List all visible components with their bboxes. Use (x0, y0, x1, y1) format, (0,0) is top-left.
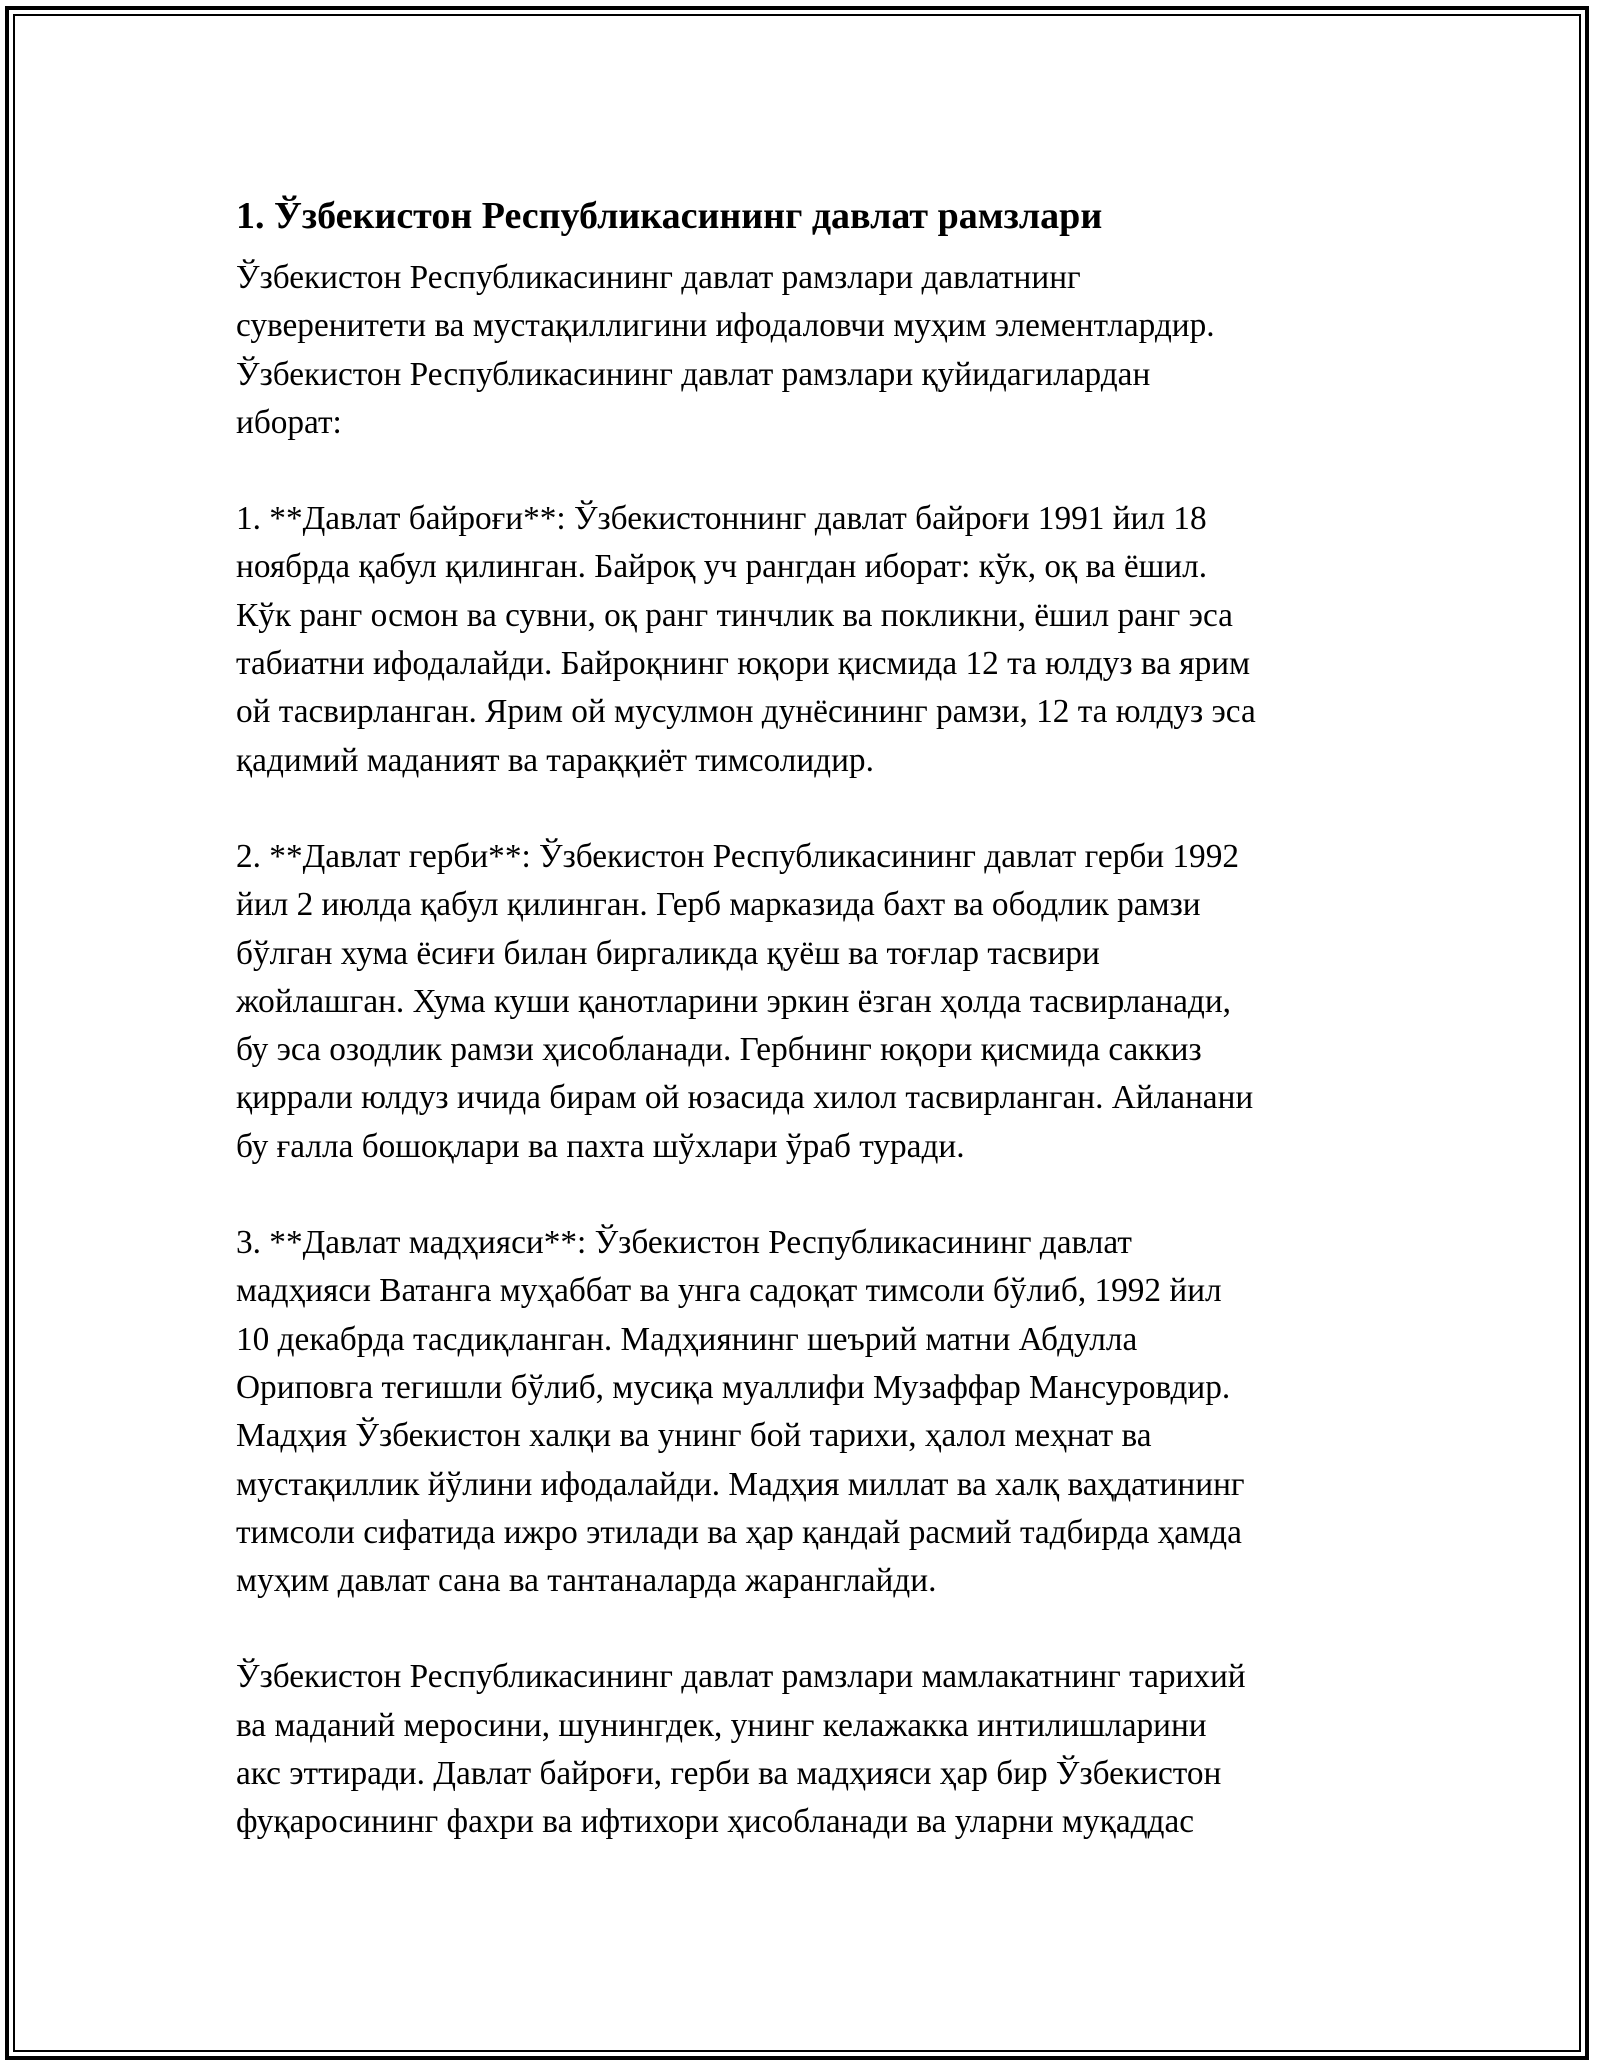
paragraph-intro: Ўзбекистон Республикасининг давлат рамзлари давлатнинг суверенитети ва мустақиллигини ифодаловчи муҳим элементлардир. Ўзбекистон Республикасининг давлат рамзлари қуйидагилардан иборат: (236, 259, 1215, 441)
section-heading: 1. Ўзбекистон Республикасининг давлат рамзлари (236, 195, 1103, 237)
paragraph-flag: 1. **Давлат байроғи**: Ўзбекистоннинг давлат байроғи 1991 йил 18 ноябрда қабул қилинган. Байроқ уч рангдан иборат: кўк, оқ ва ёшил. Кўк ранг осмон ва сувни, оқ ранг тинчлик ва покликни, ёшил ранг эса табиатни ифодалайди. Байроқнинг юқори қисмида 12 та юлдуз ва ярим ой тасвирланган. Ярим ой мусулмон дунёсининг рамзи, 12 та юлдуз эса қадимий маданият ва тараққиёт тимсолидир. (236, 500, 1256, 779)
paragraph-anthem: 3. **Давлат мадҳияси**: Ўзбекистон Республикасининг давлат мадҳияси Ватанга муҳаббат ва унга садоқат тимсоли бўлиб, 1992 йил 10 декабрда тасдиқланган. Мадҳиянинг шеърий матни Абдулла Ориповга тегишли бўлиб, мусиқа муаллифи Музаффар Мансуровдир. Мадҳия Ўзбекистон халқи ва унинг бой тарихи, ҳалол меҳнат ва мустақиллик йўлини ифодалайди. Мадҳия миллат ва халқ ваҳдатининг тимсоли сифатида ижро этилади ва ҳар қандай расмий тадбирда ҳамда муҳим давлат сана ва тантаналарда жаранглайди. (236, 1224, 1245, 1600)
document-body (236, 188, 1366, 1847)
paragraph-conclusion: Ўзбекистон Республикасининг давлат рамзлари мамлакатнинг тарихий ва маданий меросини, шунингдек, унинг келажакка интилишларини акс эттиради. Давлат байроғи, герби ва мадҳияси ҳар бир Ўзбекистон фуқаросининг фахри ва ифтихори ҳисобланади ва уларни муқаддас (236, 1658, 1246, 1841)
paragraph-emblem: 2. **Давлат герби**: Ўзбекистон Республикасининг давлат герби 1992 йил 2 июлда қабул қилинган. Герб марказида бахт ва ободлик рамзи бўлган хума ёсиғи билан биргаликда қуёш ва тоғлар тасвири жойлашган. Хума куши қанотларини эркин ёзган ҳолда тасвирланади, бу эса озодлик рамзи ҳисобланади. Гербнинг юқори қисмида саккиз қиррали юлдуз ичида бирам ой юзасида хилол тасвирланган. Айланани бу ғалла бошоқлари ва пахта шўхлари ўраб туради. (236, 837, 1254, 1165)
